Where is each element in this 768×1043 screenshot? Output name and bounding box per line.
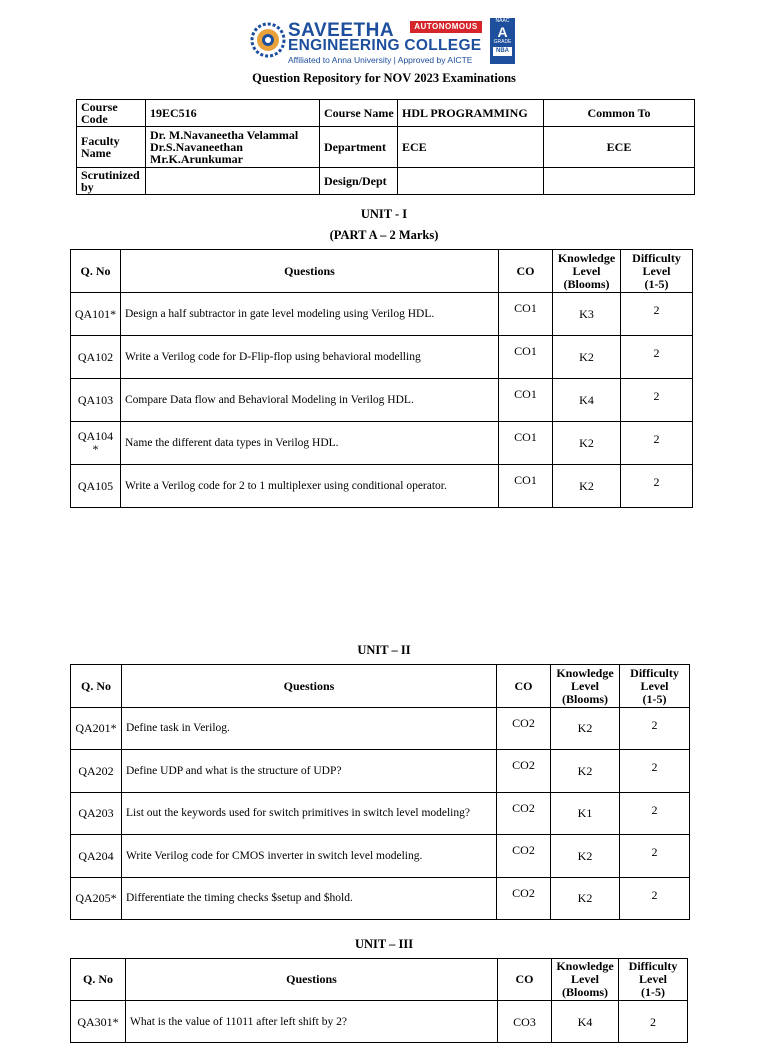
question-knowledge-level: K4 [552, 1001, 619, 1043]
unit1-part: (PART A – 2 Marks) [329, 228, 439, 242]
college-name-line2: ENGINEERING COLLEGE [288, 37, 482, 54]
question-difficulty: 2 [621, 422, 693, 465]
faculty-name: Mr.K.Arunkumar [150, 152, 243, 166]
question-text: Write a Verilog code for D-Flip-flop using behavioral modelling [121, 336, 499, 379]
question-text: Name the different data types in Verilog HDL. [121, 422, 499, 465]
question-knowledge-level: K2 [553, 422, 621, 465]
autonomous-badge: AUTONOMOUS [410, 21, 482, 33]
question-number: QA103 [71, 379, 121, 422]
question-co: CO2 [497, 835, 551, 878]
design-dept-label: Design/Dept [320, 168, 398, 195]
question-co: CO1 [499, 336, 553, 379]
question-number: QA204 [71, 835, 122, 878]
question-text: Define UDP and what is the structure of UDP? [122, 750, 497, 793]
table-row [71, 379, 693, 422]
naac-label: NAAC [495, 18, 510, 24]
faculty-names [146, 127, 320, 168]
question-co: CO2 [497, 793, 551, 835]
col-difficulty: Difficulty Level (1-5) [619, 959, 688, 1001]
table-row [71, 708, 690, 750]
col-qno: Q. No [71, 959, 126, 1001]
faculty-name: Dr.S.Navaneethan [150, 140, 243, 154]
faculty-name: Dr. M.Navaneetha Velammal [150, 128, 299, 142]
col-knowledge: Knowledge Level (Blooms) [551, 665, 620, 708]
document-title: Question Repository for NOV 2023 Examinations [252, 71, 516, 85]
college-logo [250, 18, 518, 66]
question-knowledge-level: K2 [551, 835, 620, 878]
question-difficulty: 2 [621, 465, 693, 508]
scrutinized-by [146, 168, 320, 195]
table-header-row [71, 959, 688, 1001]
naac-grade: A [497, 24, 508, 40]
question-knowledge-level: K2 [551, 878, 620, 920]
question-number: QA102 [71, 336, 121, 379]
college-name-line1: SAVEETHA [288, 20, 395, 41]
naac-badge [490, 18, 515, 64]
question-difficulty: 2 [621, 293, 693, 336]
table-row [71, 878, 690, 920]
question-text: Design a half subtractor in gate level modeling using Verilog HDL. [121, 293, 499, 336]
question-difficulty: 2 [621, 379, 693, 422]
question-text: Compare Data flow and Behavioral Modeling in Verilog HDL. [121, 379, 499, 422]
faculty-label: Faculty Name [77, 127, 146, 168]
question-text: Differentiate the timing checks $setup and $hold. [122, 878, 497, 920]
col-questions: Questions [122, 665, 497, 708]
question-co: CO2 [497, 708, 551, 750]
question-knowledge-level: K2 [553, 336, 621, 379]
question-co: CO1 [499, 293, 553, 336]
table-row [71, 465, 693, 508]
course-info-table [76, 99, 695, 195]
table-row [71, 422, 693, 465]
question-knowledge-level: K2 [551, 708, 620, 750]
question-co: CO1 [499, 465, 553, 508]
common-to: ECE [544, 127, 695, 168]
question-number: QA203 [71, 793, 122, 835]
common-to-label: Common To [544, 100, 695, 127]
question-knowledge-level: K4 [553, 379, 621, 422]
table-header-row [71, 250, 693, 293]
question-knowledge-level: K3 [553, 293, 621, 336]
question-number: QA101* [71, 293, 121, 336]
department-label: Department [320, 127, 398, 168]
question-difficulty: 2 [621, 336, 693, 379]
question-text: Write a Verilog code for 2 to 1 multiplexer using conditional operator. [121, 465, 499, 508]
question-number: QA301* [71, 1001, 126, 1043]
col-difficulty: Difficulty Level (1-5) [621, 250, 693, 293]
unit2-question-table [70, 664, 690, 920]
question-co: CO2 [497, 750, 551, 793]
question-difficulty: 2 [620, 793, 690, 835]
design-dept [398, 168, 544, 195]
question-text: Define task in Verilog. [122, 708, 497, 750]
col-co: CO [497, 665, 551, 708]
table-row [71, 1001, 688, 1043]
design-dept-extra [544, 168, 695, 195]
col-co: CO [499, 250, 553, 293]
col-questions: Questions [121, 250, 499, 293]
table-row [71, 750, 690, 793]
question-number: QA201* [71, 708, 122, 750]
question-difficulty: 2 [620, 708, 690, 750]
question-difficulty: 2 [620, 835, 690, 878]
col-co: CO [498, 959, 552, 1001]
question-difficulty: 2 [620, 878, 690, 920]
question-co: CO1 [499, 379, 553, 422]
college-emblem-icon [250, 22, 286, 58]
question-text: List out the keywords used for switch primitives in switch level modeling? [122, 793, 497, 835]
unit3-title: UNIT – III [354, 937, 414, 951]
table-row [71, 336, 693, 379]
question-knowledge-level: K2 [551, 750, 620, 793]
table-row [71, 793, 690, 835]
question-difficulty: 2 [619, 1001, 688, 1043]
question-text: What is the value of 11011 after left shift by 2? [126, 1001, 498, 1043]
question-number: QA202 [71, 750, 122, 793]
naac-grade-label: GRADE [493, 39, 512, 45]
question-difficulty: 2 [620, 750, 690, 793]
table-header-row [71, 665, 690, 708]
table-row [71, 835, 690, 878]
col-knowledge: Knowledge Level (Blooms) [553, 250, 621, 293]
unit1-title: UNIT - I [360, 207, 408, 221]
unit1-question-table [70, 249, 693, 508]
question-knowledge-level: K2 [553, 465, 621, 508]
college-affiliation: Affiliated to Anna University | Approved by AICTE [288, 55, 473, 65]
col-knowledge: Knowledge Level (Blooms) [552, 959, 619, 1001]
department: ECE [398, 127, 544, 168]
question-co: CO1 [499, 422, 553, 465]
question-co: CO3 [498, 1001, 552, 1043]
question-number: QA104 * [71, 422, 121, 465]
unit3-question-table [70, 958, 688, 1043]
course-code-label: Course Code [77, 100, 146, 127]
course-name-label: Course Name [320, 100, 398, 127]
scrutinized-label: Scrutinized by [77, 168, 146, 195]
question-number: QA205* [71, 878, 122, 920]
col-qno: Q. No [71, 665, 122, 708]
question-knowledge-level: K1 [551, 793, 620, 835]
question-number: QA105 [71, 465, 121, 508]
col-qno: Q. No [71, 250, 121, 293]
nba-badge: NBA [493, 47, 512, 56]
course-name: HDL PROGRAMMING [398, 100, 544, 127]
table-row [71, 293, 693, 336]
unit2-title: UNIT – II [357, 643, 411, 657]
course-code: 19EC516 [146, 100, 320, 127]
question-text: Write Verilog code for CMOS inverter in switch level modeling. [122, 835, 497, 878]
question-co: CO2 [497, 878, 551, 920]
col-difficulty: Difficulty Level (1-5) [620, 665, 690, 708]
col-questions: Questions [126, 959, 498, 1001]
